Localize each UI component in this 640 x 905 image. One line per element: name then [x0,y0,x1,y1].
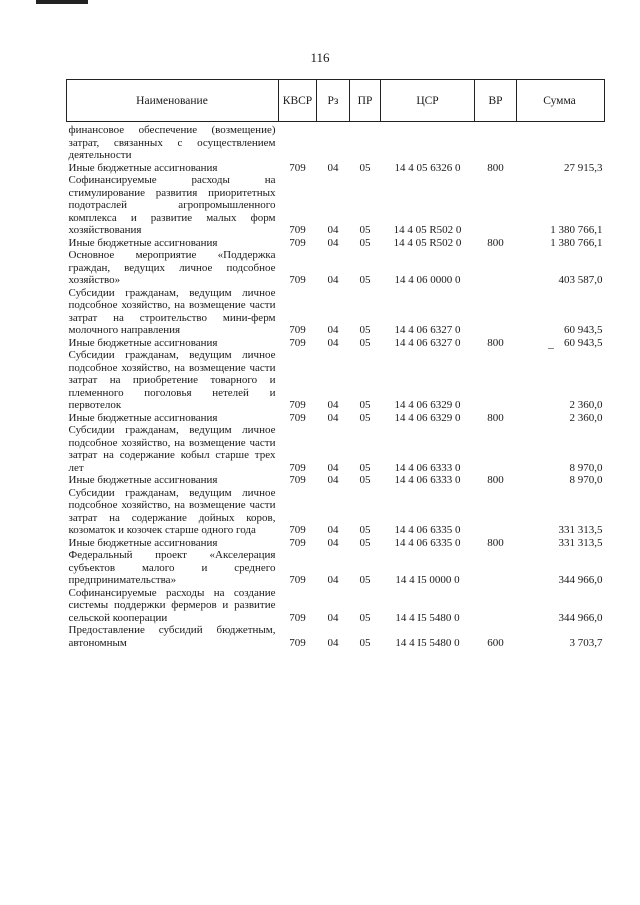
table-row [67,549,605,587]
cell-kvsr: 709 [289,636,306,649]
cell-kvsr: 709 [289,399,306,411]
cell-pr: 05 [359,411,371,424]
cell-name: Иные бюджетные ассигнования [68,474,218,486]
col-header-rz: Рз [317,80,350,122]
col-header-kvsr: КВСР [279,80,317,122]
cell-rz [317,122,350,162]
table-row [67,537,605,550]
cell-csr: 14 4 06 6335 0 [394,536,461,549]
cell-vr: 800 [487,161,504,174]
cell-rz: 04 [327,636,339,649]
table-row [67,587,605,625]
cell-kvsr: 709 [289,224,306,236]
cell-csr: 14 4 05 R502 0 [393,224,462,236]
cell-csr: 14 4 06 6329 0 [394,411,461,424]
cell-vr [475,587,517,625]
cell-csr: 14 4 I5 5480 0 [395,636,460,649]
cell-csr: 14 4 06 6333 0 [394,461,461,474]
cell-sum: 344 966,0 [558,574,603,586]
col-header-vr: ВР [475,80,517,122]
cell-name: Иные бюджетные ассигнования [68,536,218,549]
cell-rz: 04 [327,574,339,586]
cell-kvsr: 709 [289,411,306,424]
cell-kvsr: 709 [289,161,306,174]
cell-kvsr: 709 [289,536,306,549]
cell-rz: 04 [327,224,339,236]
cell-rz: 04 [327,461,339,474]
cell-pr: 05 [359,474,371,486]
cell-vr: 800 [487,474,504,486]
cell-sum: 2 360,0 [569,411,603,424]
cell-rz: 04 [327,399,339,411]
cell-name: Субсидии гражданам, ведущим личное подсобное хозяйство, на возмещение части затрат на строительство мини-ферм молочного направления [68,286,276,336]
table-row [67,237,605,250]
cell-name: Иные бюджетные ассигнования [68,411,218,424]
cell-rz: 04 [327,336,339,349]
scan-mark [36,0,88,4]
cell-kvsr: 709 [289,524,306,536]
scan-speck [548,348,554,349]
table-row [67,474,605,487]
cell-csr: 14 4 06 6333 0 [394,474,461,486]
cell-rz: 04 [327,474,339,486]
cell-rz: 04 [327,324,339,336]
cell-kvsr: 709 [289,324,306,336]
cell-vr [475,249,517,287]
cell-pr: 05 [359,274,371,286]
cell-csr: 14 4 05 6326 0 [394,161,461,174]
cell-sum: 1 380 766,1 [550,224,603,236]
col-header-csr: ЦСР [381,80,475,122]
cell-name: Предоставление субсидий бюджетным, автономным [68,624,276,649]
cell-name: Основное мероприятие «Поддержка граждан, ведущих личное подсобное хозяйство» [68,249,276,286]
cell-kvsr: 709 [289,611,306,624]
cell-sum: 3 703,7 [569,636,603,649]
cell-csr: 14 4 06 6327 0 [394,336,461,349]
cell-csr: 14 4 06 6327 0 [394,324,461,336]
cell-pr: 05 [359,611,371,624]
cell-csr: 14 4 I5 5480 0 [395,611,460,624]
cell-name: Иные бюджетные ассигнования [68,161,218,174]
cell-vr: 600 [487,636,504,649]
cell-sum: 8 970,0 [569,461,603,474]
col-header-pr: ПР [350,80,381,122]
cell-vr [475,287,517,337]
table-header-row [67,80,605,122]
table-body [67,122,605,650]
cell-rz: 04 [327,161,339,174]
cell-pr: 05 [359,236,371,249]
cell-name: Субсидии гражданам, ведущим личное подсобное хозяйство, на возмещение части затрат на содержание дойных коров, козоматок и козочек старше одного года [68,486,276,536]
budget-table [66,79,605,649]
cell-name: Субсидии гражданам, ведущим личное подсобное хозяйство, на возмещение части затрат на содержание кобыл старше трех лет [68,424,276,474]
cell-pr: 05 [359,536,371,549]
cell-kvsr: 709 [289,461,306,474]
table-row [67,424,605,474]
cell-pr: 05 [359,461,371,474]
cell-sum: 331 313,5 [558,524,603,536]
cell-kvsr: 709 [289,474,306,486]
table-row [67,487,605,537]
cell-pr: 05 [359,224,371,236]
cell-name: Софинансируемые расходы на стимулирование развития приоритетных подотраслей агропромышленного комплекса и развитие малых форм хозяйствования [68,174,276,236]
cell-rz: 04 [327,524,339,536]
table-row [67,412,605,425]
cell-pr: 05 [359,524,371,536]
cell-vr [475,122,517,162]
cell-name: Субсидии гражданам, ведущим личное подсобное хозяйство, на возмещение части затрат на приобретение товарного и племенного поголовья нетелей и первотелок [68,349,276,411]
cell-vr [475,349,517,412]
table-row [67,624,605,649]
cell-pr: 05 [359,399,371,411]
cell-sum [517,122,605,162]
table-row [67,174,605,237]
cell-csr: 14 4 06 6329 0 [394,399,461,411]
cell-sum: 8 970,0 [569,474,603,486]
table-row [67,349,605,412]
cell-csr: 14 4 I5 0000 0 [395,574,460,586]
cell-pr [350,122,381,162]
cell-vr [475,424,517,474]
cell-sum: 2 360,0 [569,399,603,411]
cell-csr: 14 4 06 0000 0 [394,274,461,286]
cell-kvsr: 709 [289,274,306,286]
cell-kvsr: 709 [289,236,306,249]
cell-kvsr [279,122,317,162]
table-row [67,122,605,162]
cell-rz: 04 [327,536,339,549]
cell-vr: 800 [487,411,504,424]
cell-sum: 60 943,5 [564,336,603,349]
cell-name: Иные бюджетные ассигнования [68,336,218,349]
cell-pr: 05 [359,574,371,586]
col-header-sum: Сумма [517,80,605,122]
cell-name: Иные бюджетные ассигнования [68,236,218,249]
cell-rz: 04 [327,274,339,286]
cell-pr: 05 [359,636,371,649]
cell-vr [475,549,517,587]
cell-csr [381,122,475,162]
cell-sum: 1 380 766,1 [550,236,603,249]
cell-sum: 331 313,5 [558,536,603,549]
cell-vr: 800 [487,336,504,349]
cell-pr: 05 [359,336,371,349]
cell-sum: 27 915,3 [564,161,603,174]
cell-csr: 14 4 06 6335 0 [394,524,461,536]
page-number: 116 [310,50,330,65]
cell-sum: 403 587,0 [558,274,603,286]
cell-vr [475,487,517,537]
cell-vr: 800 [487,536,504,549]
table-row [67,287,605,337]
cell-vr: 800 [487,236,504,249]
table-row [67,249,605,287]
cell-csr: 14 4 05 R502 0 [393,236,462,249]
cell-rz: 04 [327,236,339,249]
cell-rz: 04 [327,611,339,624]
col-header-name: Наименование [67,80,279,122]
cell-name: финансовое обеспечение (возмещение) затрат, связанных с осуществлением деятельности [68,124,276,161]
cell-name: Софинансируемые расходы на создание системы поддержки фермеров и развитие сельской кооперации [68,586,276,624]
table-row [67,162,605,175]
cell-kvsr: 709 [289,336,306,349]
cell-sum: 60 943,5 [564,324,603,336]
cell-kvsr: 709 [289,574,306,586]
cell-pr: 05 [359,161,371,174]
cell-vr [475,174,517,237]
table-row [67,337,605,350]
cell-rz: 04 [327,411,339,424]
cell-pr: 05 [359,324,371,336]
cell-sum: 344 966,0 [558,611,603,624]
cell-name: Федеральный проект «Акселерация субъектов малого и среднего предпринимательства» [68,549,276,586]
